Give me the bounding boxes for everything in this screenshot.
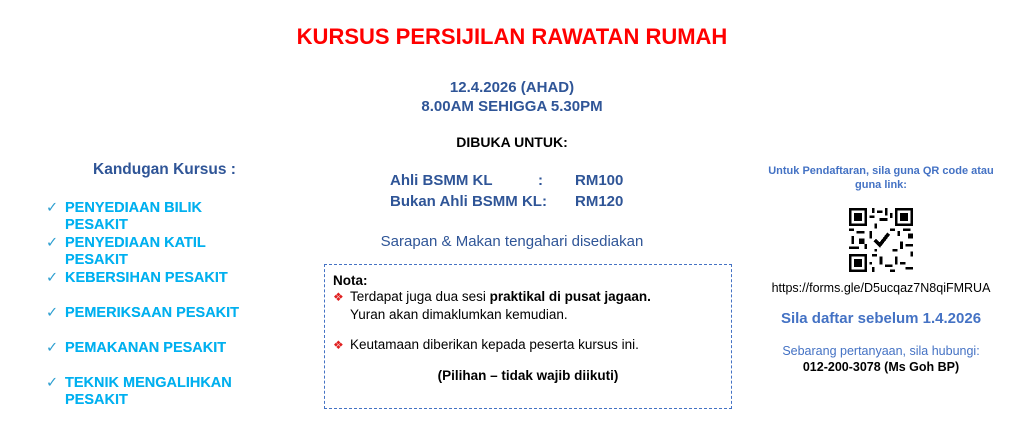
check-icon: ✓ xyxy=(46,305,59,321)
meal-info: Sarapan & Makan tengahari disediakan xyxy=(380,233,644,250)
note-label: Nota: xyxy=(333,273,368,288)
registration-link[interactable]: https://forms.gle/D5ucqaz7N8qiFMRUA xyxy=(771,281,991,295)
note-box xyxy=(324,264,732,409)
note-text-line2: Yuran akan dimaklumkan kemudian. xyxy=(350,307,568,322)
contact-prompt: Sebarang pertanyaan, sila hubungi: xyxy=(782,344,980,358)
list-item xyxy=(46,305,265,340)
content-list xyxy=(46,200,265,410)
event-time: 8.00AM SEHIGGA 5.30PM xyxy=(421,98,603,115)
page-title: KURSUS PERSIJILAN RAWATAN RUMAH xyxy=(296,24,728,49)
price-label: Ahli BSMM KL : xyxy=(390,172,544,189)
note-optional: (Pilihan – tidak wajib diikuti) xyxy=(437,368,619,383)
price-amount: RM100 xyxy=(575,172,624,189)
list-item xyxy=(46,235,265,270)
list-item-label: KEBERSIHAN PESAKIT xyxy=(65,270,265,305)
note-text: Terdapat juga dua sesi xyxy=(350,289,490,304)
check-icon: ✓ xyxy=(46,340,59,356)
note-item-practical xyxy=(333,288,723,324)
price-label: Bukan Ahli BSMM KL: xyxy=(390,193,547,210)
list-item-label: PEMERIKSAAN PESAKIT xyxy=(65,305,265,340)
check-icon: ✓ xyxy=(46,235,59,251)
note-text: Keutamaan diberikan kepada peserta kursus ini. xyxy=(350,337,639,352)
qr-code[interactable] xyxy=(849,208,913,272)
note-bold-text: praktikal di pusat jagaan. xyxy=(489,289,651,304)
content-title: Kandugan Kursus : xyxy=(93,161,236,178)
check-icon: ✓ xyxy=(46,200,59,216)
list-item xyxy=(46,200,265,235)
list-item-label: TEKNIK MENGALIHKAN PESAKIT xyxy=(65,375,265,410)
registration-deadline: Sila daftar sebelum 1.4.2026 xyxy=(780,310,982,327)
list-item xyxy=(46,340,265,375)
price-row-member xyxy=(390,170,623,191)
list-item xyxy=(46,375,265,410)
event-datetime xyxy=(312,78,712,116)
check-icon: ✓ xyxy=(46,375,59,391)
open-to-heading: DIBUKA UNTUK: xyxy=(456,134,568,150)
list-item-label: PENYEDIAAN BILIK PESAKIT xyxy=(65,200,265,235)
contact-number: 012-200-3078 (Ms Goh BP) xyxy=(802,360,960,374)
diamond-bullet-icon: ❖ xyxy=(333,338,344,352)
list-item-label: PEMAKANAN PESAKIT xyxy=(65,340,265,375)
diamond-bullet-icon: ❖ xyxy=(333,290,344,304)
registration-instruction: Untuk Pendaftaran, sila guna QR code atau guna link: xyxy=(768,165,994,191)
note-item-priority xyxy=(333,336,723,354)
price-row-nonmember xyxy=(390,191,623,212)
event-date: 12.4.2026 (AHAD) xyxy=(449,79,575,96)
price-amount: RM120 xyxy=(575,193,624,210)
check-icon: ✓ xyxy=(46,270,59,286)
price-list xyxy=(390,170,623,212)
list-item xyxy=(46,270,265,305)
list-item-label: PENYEDIAAN KATIL PESAKIT xyxy=(65,235,265,270)
